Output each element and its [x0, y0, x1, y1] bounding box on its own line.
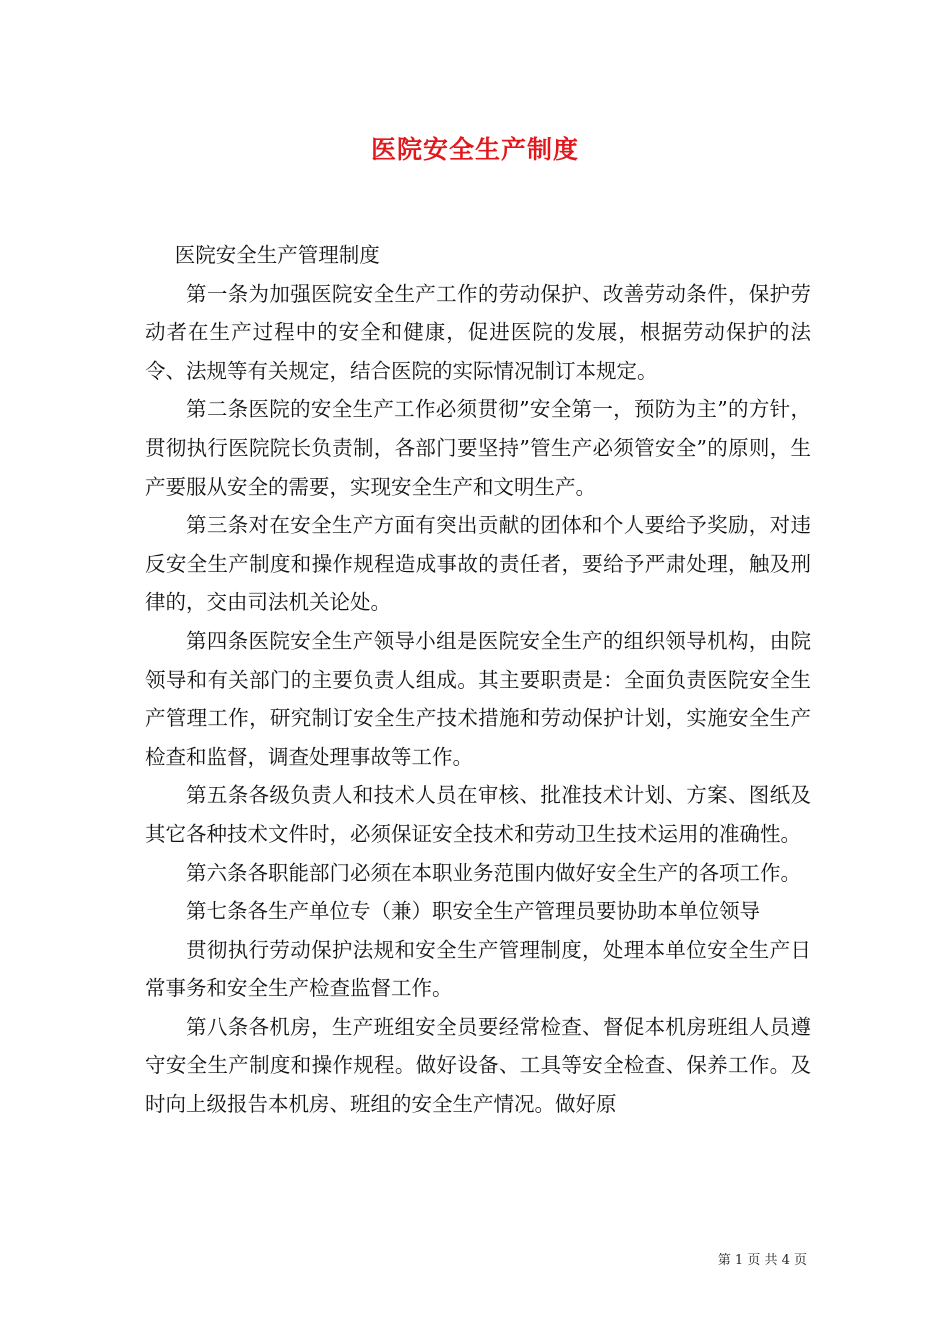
article-7: 第七条各生产单位专（兼）职安全生产管理员要协助本单位领导	[186, 899, 760, 924]
article-5: 第五条各级负责人和技术人员在审核、批准技术计划、方案、图纸及其它各种技术文件时，必须保证安全技术和劳动卫生技术运用的准确性。	[145, 783, 811, 846]
page-number: 第 1 页 共 4 页	[717, 1253, 807, 1268]
document-body	[145, 236, 811, 1124]
article-8: 第八条各机房，生产班组安全员要经常检查、督促本机房班组人员遵守安全生产制度和操作规程。做好设备、工具等安全检查、保养工作。及时向上级报告本机房、班组的安全生产情况。做好原	[145, 1014, 811, 1117]
article-4: 第四条医院安全生产领导小组是医院安全生产的组织领导机构，由院领导和有关部门的主要负责人组成。其主要职责是：全面负责医院安全生产管理工作，研究制订安全生产技术措施和劳动保护计划，实施安全生产检查和监督，调查处理事故等工作。	[145, 628, 811, 769]
page-title: 医院安全生产制度	[370, 135, 579, 164]
article-2: 第二条医院的安全生产工作必须贯彻”安全第一，预防为主”的方针，贯彻执行医院院长负责制，各部门要坚持”管生产必须管安全”的原则，生产要服从安全的需要，实现安全生产和文明生产。	[145, 397, 811, 499]
article-1: 第一条为加强医院安全生产工作的劳动保护、改善劳动条件，保护劳动者在生产过程中的安全和健康，促进医院的发展，根据劳动保护的法令、法规等有关规定，结合医院的实际情况制订本规定。	[145, 281, 811, 383]
article-3: 第三条对在安全生产方面有突出贡献的团体和个人要给予奖励，对违反安全生产制度和操作规程造成事故的责任者，要给予严肃处理，触及刑律的，交由司法机关论处。	[145, 513, 811, 615]
article-7-continued: 贯彻执行劳动保护法规和安全生产管理制度，处理本单位安全生产日常事务和安全生产检查监督工作。	[145, 937, 811, 1001]
article-6: 第六条各职能部门必须在本职业务范围内做好安全生产的各项工作。	[186, 860, 801, 885]
document-subtitle: 医院安全生产管理制度	[174, 243, 380, 267]
